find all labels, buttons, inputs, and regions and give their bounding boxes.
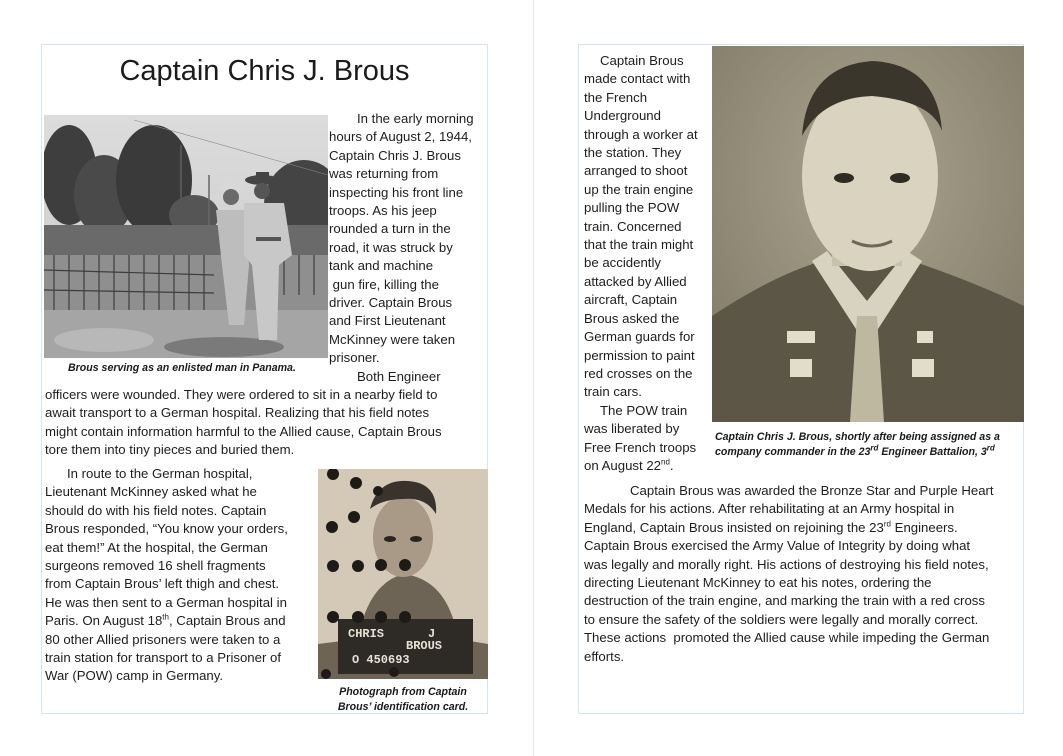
text-line xyxy=(329,368,489,386)
wounded-paragraph xyxy=(45,386,489,460)
text-fragment: Paris. On August 18 xyxy=(45,613,163,629)
superscript: rd xyxy=(986,443,995,453)
text-line: 80 other Allied prisoners were taken to a xyxy=(45,631,281,647)
right-page xyxy=(578,44,1024,714)
text-line: War (POW) camp in Germany. xyxy=(45,668,224,684)
text-line: Underground xyxy=(584,108,661,124)
caption-line: Captain Chris J. Brous, shortly after being assigned as a xyxy=(715,431,1000,443)
id-card-photo xyxy=(318,469,488,679)
text-line xyxy=(329,110,489,128)
text-line: the station. They xyxy=(584,145,682,161)
text-line-content: In the early morning xyxy=(357,111,474,126)
text-line: He was then sent to a German hospital in xyxy=(45,594,287,610)
text-line xyxy=(584,52,712,70)
text-line xyxy=(45,465,315,483)
text-line: tank and machine xyxy=(329,258,434,274)
text-line xyxy=(584,402,712,420)
text-line: train cars. xyxy=(584,384,642,400)
text-line: prisoner. xyxy=(329,350,380,366)
text-line: and First Lieutenant xyxy=(329,313,446,329)
superscript: rd xyxy=(870,443,879,453)
text-line: was returning from xyxy=(329,166,439,182)
text-line: permission to paint xyxy=(584,347,695,363)
page-spine xyxy=(533,0,534,756)
text-line: train station for transport to a Prisoner of xyxy=(45,650,282,666)
portrait-caption xyxy=(715,430,1025,460)
text-line: up the train engine xyxy=(584,181,694,197)
text-line: inspecting his front line xyxy=(329,184,464,200)
text-line: to ensure the safety of the soldiers were legally and morally correct. xyxy=(584,611,979,627)
portrait-photo xyxy=(712,46,1024,422)
text-line xyxy=(584,519,1024,537)
text-line xyxy=(584,457,712,475)
id-card-photo-image xyxy=(318,469,488,679)
awards-paragraph xyxy=(584,482,1024,666)
text-line: hours of August 2, 1944, xyxy=(329,129,472,145)
text-line: Brous responded, “You know your orders, xyxy=(45,521,288,537)
text-line: might contain information harmful to the Allied cause, Captain Brous xyxy=(45,423,442,439)
text-line: Lieutenant McKinney asked what he xyxy=(45,484,257,500)
text-line: await transport to a German hospital. Realizing that his field notes xyxy=(45,405,430,421)
text-line-content: Captain Brous xyxy=(600,53,684,68)
text-line: These actions promoted the Allied cause while impeding the German xyxy=(584,630,990,646)
superscript: nd xyxy=(661,457,670,467)
portrait-photo-image xyxy=(712,46,1024,422)
text-fragment: on August 22 xyxy=(584,457,661,473)
left-page xyxy=(41,44,488,714)
text-line: surgeons removed 16 shell fragments xyxy=(45,558,266,574)
superscript: th xyxy=(162,612,169,622)
id-card-initial: J xyxy=(428,627,436,641)
text-line: officers were wounded. They were ordered to sit in a nearby field to xyxy=(45,387,438,402)
text-line-content: Captain Brous was awarded the Bronze Star and Purple Heart xyxy=(630,483,994,498)
text-line: gun fire, killing the xyxy=(329,276,439,292)
hospital-paragraph xyxy=(45,465,315,686)
superscript: rd xyxy=(883,519,891,529)
text-line-content: The POW train xyxy=(600,402,688,418)
text-line: arranged to shoot xyxy=(584,163,688,179)
text-line-content: In route to the German hospital, xyxy=(67,466,253,481)
panama-photo xyxy=(44,115,328,358)
caption-line: Brous’ identification card. xyxy=(337,701,469,713)
text-line: troops. As his jeep xyxy=(329,203,437,219)
page-title: Captain Chris J. Brous xyxy=(119,55,410,87)
text-line: McKinney were taken xyxy=(329,331,456,347)
id-card-name-last: BROUS xyxy=(406,639,443,653)
panama-photo-caption: Brous serving as an enlisted man in Panama. xyxy=(68,362,296,374)
text-line xyxy=(45,612,315,630)
text-line: eat them!” At the hospital, the German xyxy=(45,539,268,555)
text-line: was legally and morally right. His actions of destroying his field notes, xyxy=(584,556,989,572)
caption-fragment: company commander in the 23 xyxy=(715,446,871,458)
text-line: train. Concerned xyxy=(584,218,682,234)
text-line: Medals for his actions. After rehabilitating at an Army hospital in xyxy=(584,501,955,517)
text-line: directing Lieutenant McKinney to eat his notes, ordering the xyxy=(584,575,932,591)
text-line: that the train might xyxy=(584,237,694,253)
id-card-name-first: CHRIS xyxy=(348,627,385,641)
text-line: aircraft, Captain xyxy=(584,292,678,308)
text-line: German guards for xyxy=(584,329,695,345)
text-line: destruction of the train engine, and marking the train with a red cross xyxy=(584,593,985,609)
underground-column-text xyxy=(584,52,712,475)
text-line: pulling the POW xyxy=(584,200,680,216)
id-photo-caption xyxy=(318,685,488,715)
text-line: the French xyxy=(584,89,648,105)
text-line-content: Both Engineer xyxy=(357,368,441,384)
caption-line xyxy=(715,445,1025,460)
text-line: tore them into tiny pieces and buried them. xyxy=(45,442,295,458)
text-line: driver. Captain Brous xyxy=(329,295,453,311)
panama-photo-image xyxy=(44,115,328,358)
text-line: Brous asked the xyxy=(584,310,680,326)
text-line: from Captain Brous’ left thigh and chest. xyxy=(45,576,280,592)
text-line xyxy=(584,482,1024,500)
caption-line: Photograph from Captain xyxy=(339,686,467,698)
text-fragment: . xyxy=(669,457,674,473)
caption-fragment: Engineer Battalion, 3 xyxy=(878,446,987,458)
id-card-number: O 450693 xyxy=(352,653,410,667)
text-line: red crosses on the xyxy=(584,365,693,381)
text-line: attacked by Allied xyxy=(584,273,687,289)
text-line: made contact with xyxy=(584,71,691,87)
text-line: Captain Chris J. Brous xyxy=(329,147,461,163)
text-line: road, it was struck by xyxy=(329,239,453,255)
text-line: be accidently xyxy=(584,255,661,271)
text-line: through a worker at xyxy=(584,126,698,142)
text-fragment: , Captain Brous and xyxy=(168,613,286,629)
text-line: rounded a turn in the xyxy=(329,221,451,237)
text-fragment: Engineers. xyxy=(890,519,958,535)
text-line: should do with his field notes. Captain xyxy=(45,502,267,518)
text-fragment: England, Captain Brous insisted on rejoining the 23 xyxy=(584,519,884,535)
text-line: efforts. xyxy=(584,648,625,664)
text-line: Captain Brous exercised the Army Value of Integrity by doing what xyxy=(584,538,971,554)
text-line: Free French troops xyxy=(584,439,697,455)
text-line: was liberated by xyxy=(584,421,680,437)
intro-column-text xyxy=(329,110,489,386)
